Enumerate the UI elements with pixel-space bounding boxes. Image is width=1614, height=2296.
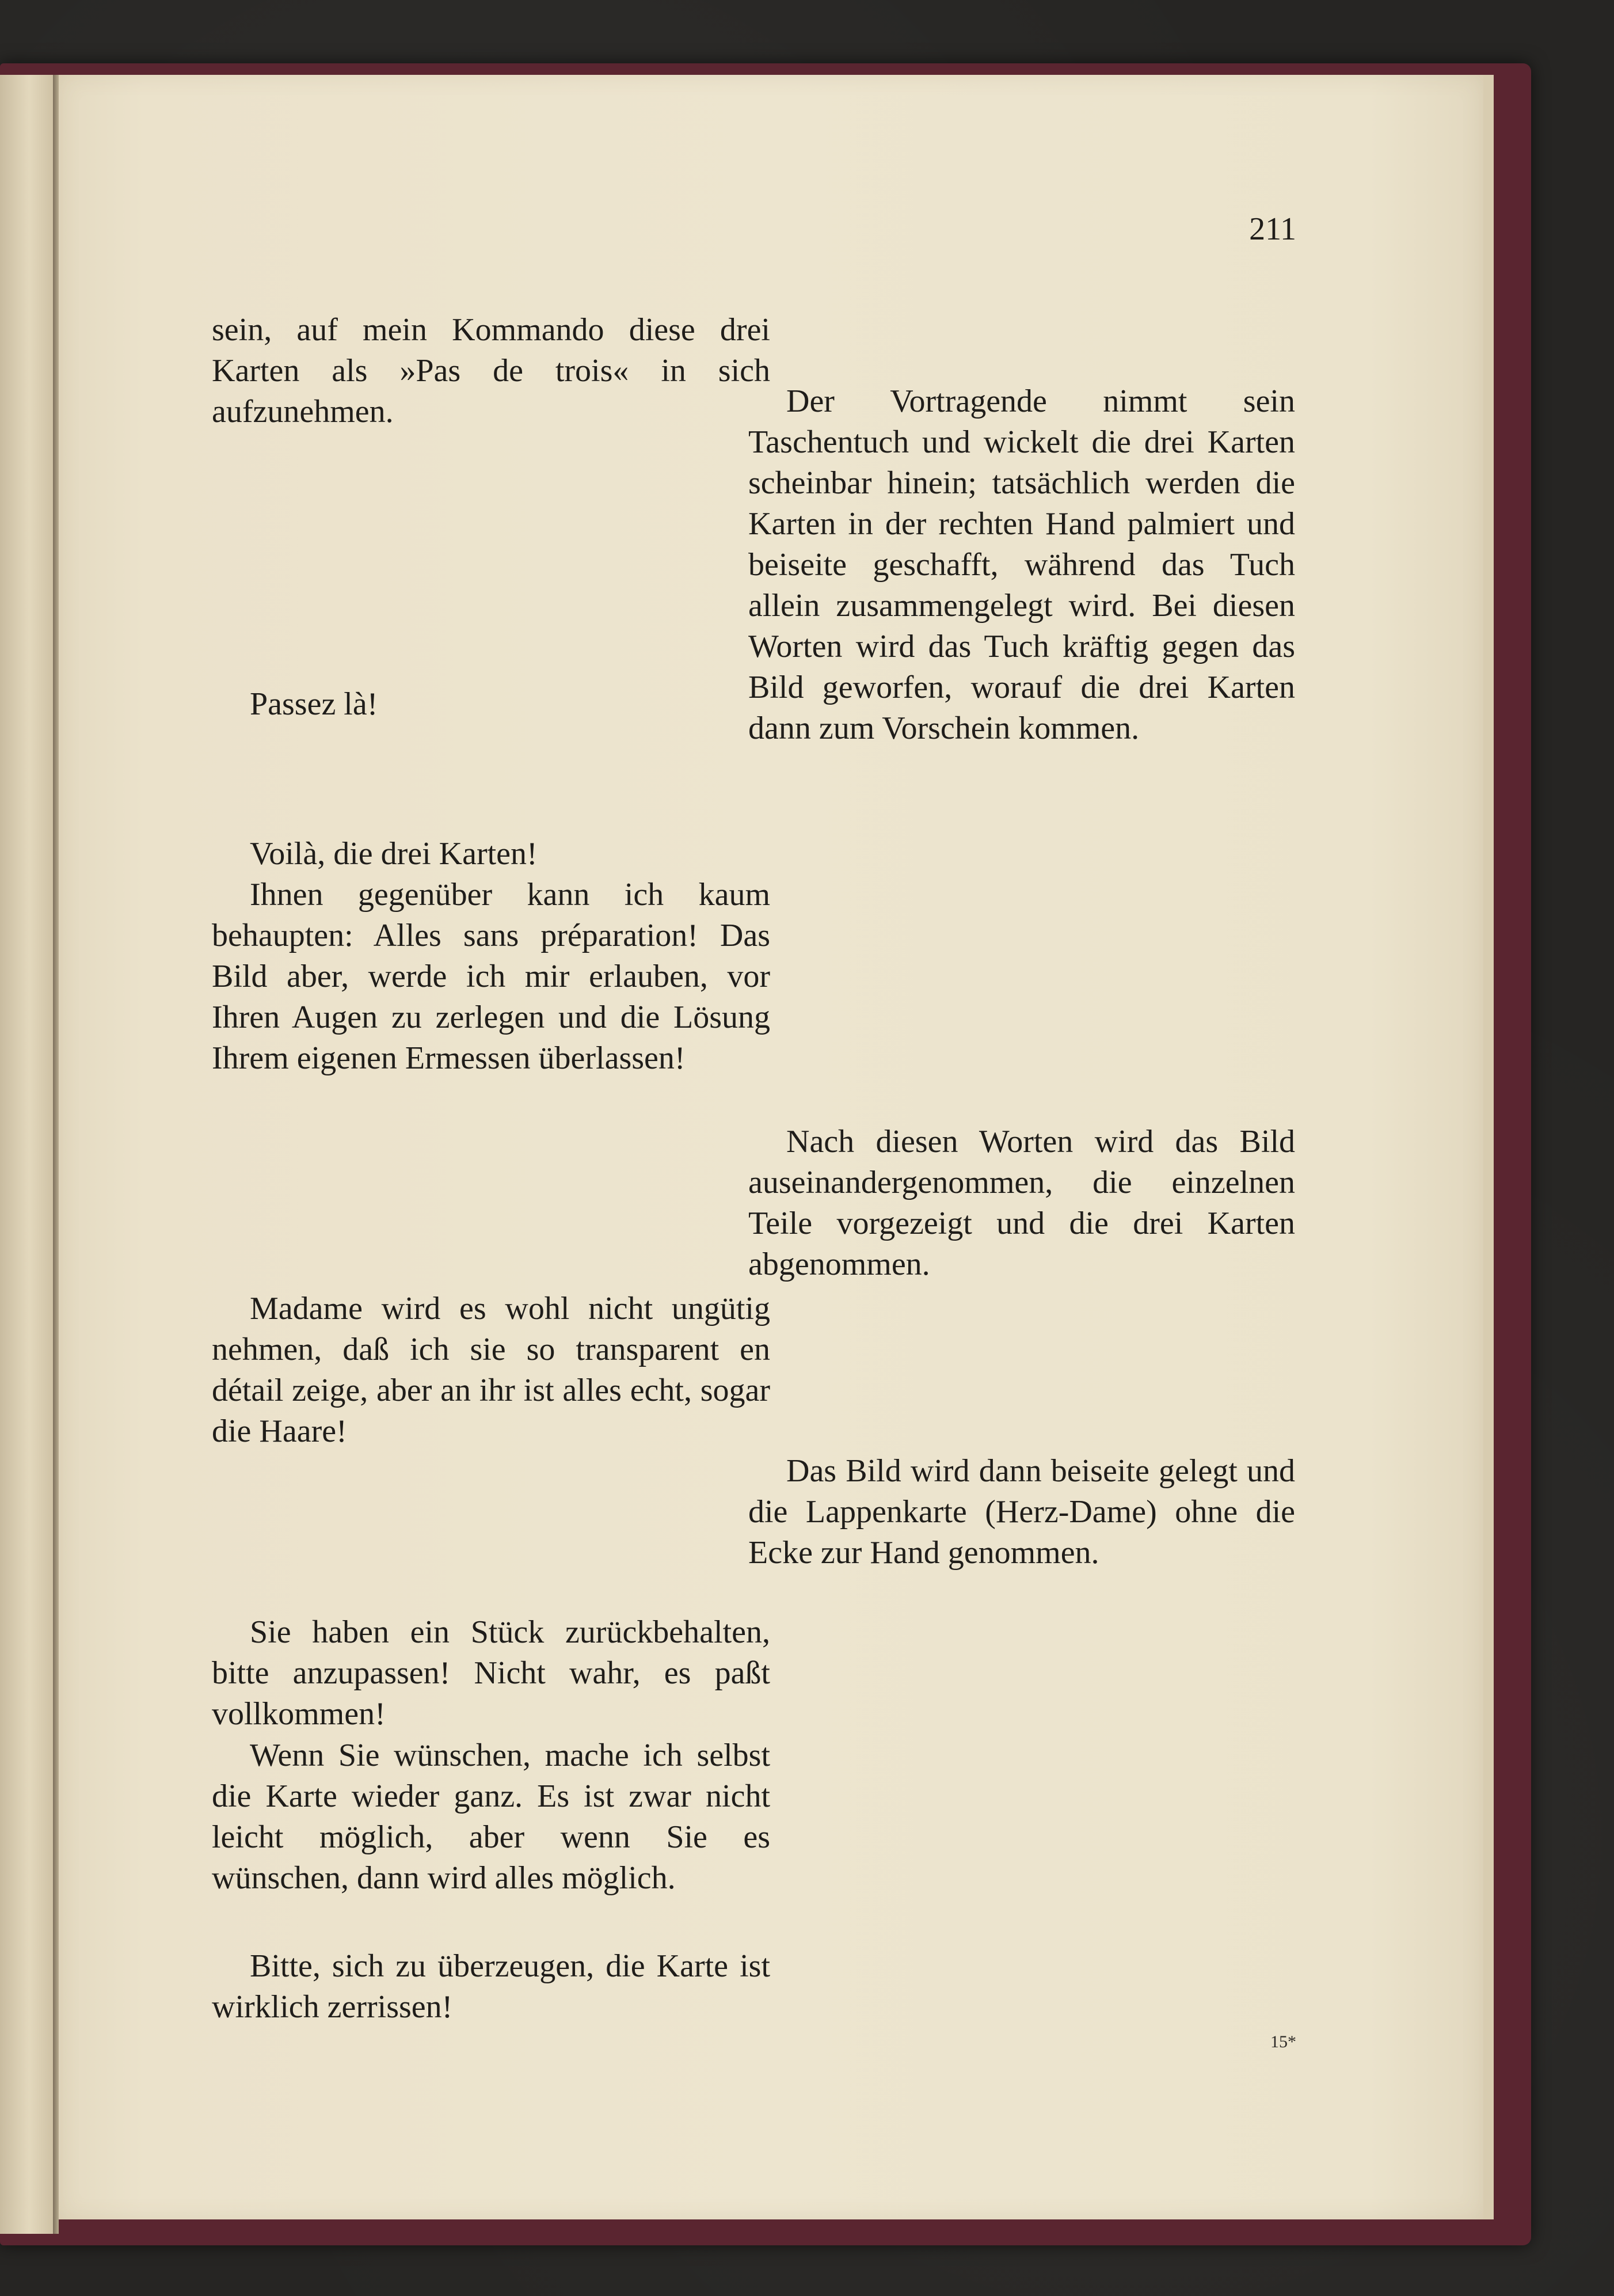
left-paragraph-5: Madame wird es wohl nicht ungütig nehmen, daß ich sie so transparent en détail zeige, aber an ihr ist alles echt, sogar die Haare! bbox=[212, 1291, 770, 1449]
left-paragraph-3: Voilà, die drei Karten! bbox=[250, 836, 538, 872]
left-paragraph-8: Bitte, sich zu überzeugen, die Karte ist wirklich zerrissen! bbox=[212, 1948, 770, 2025]
left-paragraph-1: sein, auf mein Kommando diese drei Karten als »Pas de trois« in sich aufzunehmen. bbox=[212, 312, 770, 429]
left-paragraph-7: Wenn Sie wünschen, mache ich selbst die Karte wieder ganz. Es ist zwar nicht leicht möglich, aber wenn Sie es wünschen, dann wird alles möglich. bbox=[212, 1738, 770, 1896]
page-number: 211 bbox=[1249, 211, 1296, 247]
right-paragraph-2: Nach diesen Worten wird das Bild auseinandergenommen, die einzelnen Teile vorgezeigt und die drei Karten abgenommen. bbox=[748, 1124, 1295, 1282]
left-paragraph-6: Sie haben ein Stück zurückbehalten, bitte anzupassen! Nicht wahr, es paßt vollkommen! bbox=[212, 1614, 770, 1732]
right-paragraph-1: Der Vortragende nimmt sein Taschentuch und wickelt die drei Karten scheinbar hinein; tatsächlich werden die Karten in der rechten Hand palmiert und beiseite geschafft, während das Tuch allein zusammengelegt wird. Bei diesen Worten wird das Tuch kräftig gegen das Bild geworfen, worauf die drei Karten dann zum Vorschein kommen. bbox=[748, 383, 1295, 746]
right-paragraph-3: Das Bild wird dann beiseite gelegt und die Lappenkarte (Herz-Dame) ohne die Ecke zur Hand genommen. bbox=[748, 1453, 1295, 1571]
facing-page-edge bbox=[0, 75, 53, 2234]
book-gutter bbox=[53, 75, 59, 2234]
signature-mark: 15* bbox=[1270, 2032, 1296, 2051]
book-page bbox=[59, 75, 1494, 2219]
left-paragraph-2: Passez là! bbox=[250, 686, 378, 722]
left-paragraph-4: Ihnen gegenüber kann ich kaum behaupten: Alles sans préparation! Das Bild aber, werde ich mir erlauben, vor Ihren Augen zu zerlegen und die Lösung Ihrem eigenen Ermessen überlassen! bbox=[212, 877, 770, 1076]
